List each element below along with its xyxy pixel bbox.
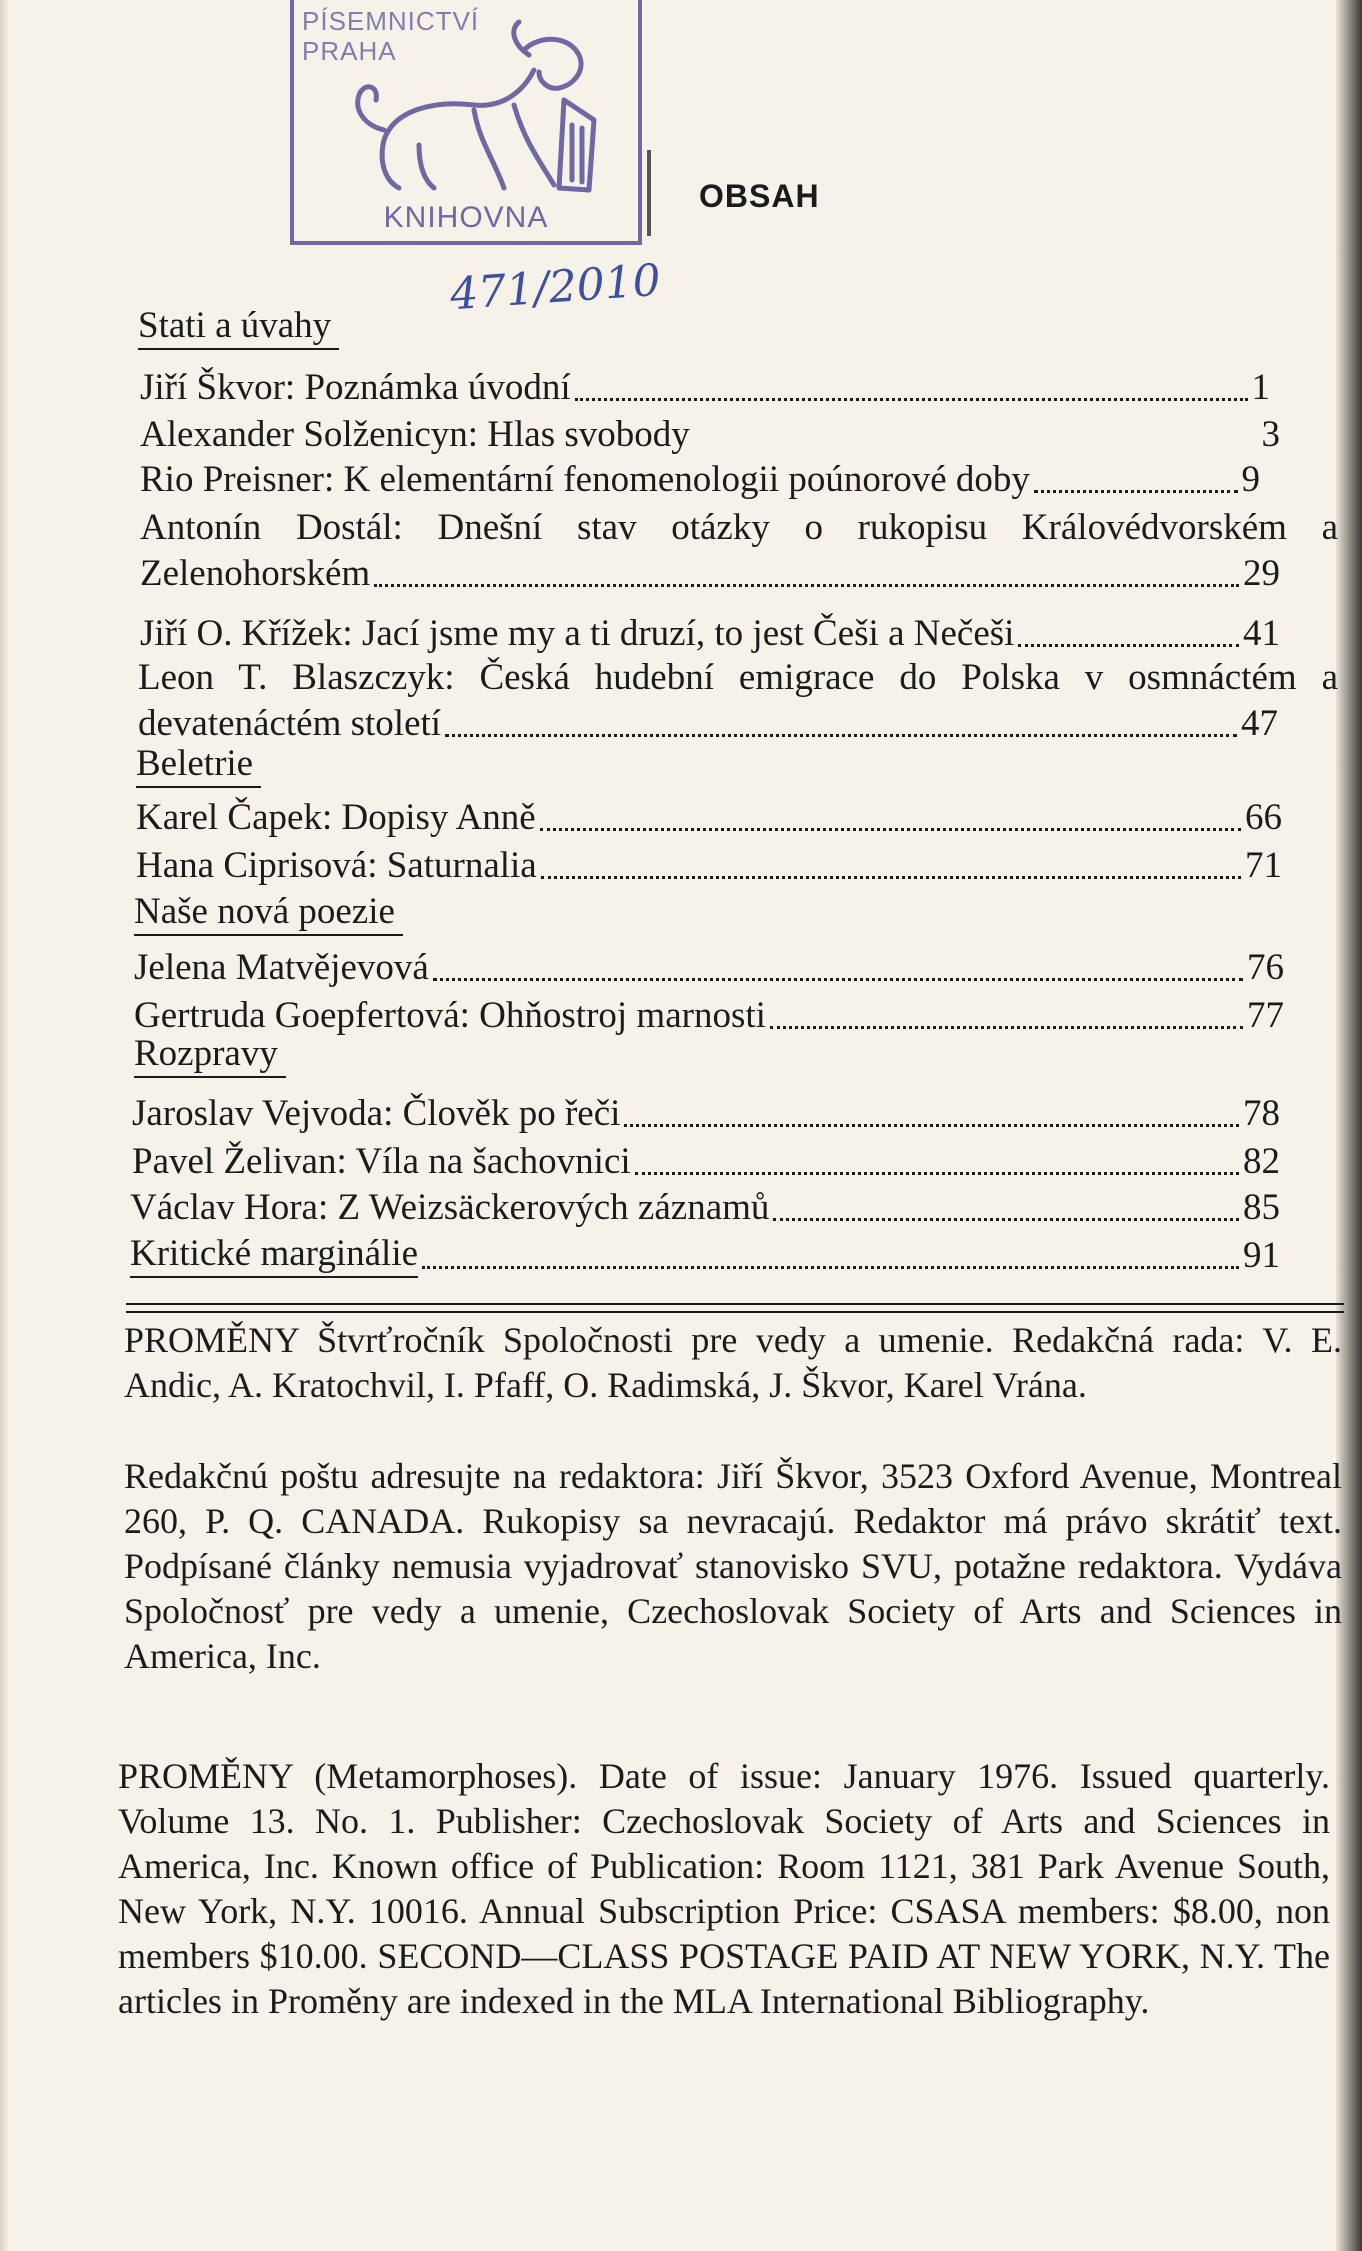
toc-entry-title: Hana Ciprisová: Saturnalia xyxy=(136,845,537,886)
leader-dots xyxy=(635,1172,1239,1175)
toc-entry[interactable] xyxy=(140,413,1280,457)
toc-entry-page: 29 xyxy=(1243,553,1280,594)
toc-entry-page: 71 xyxy=(1245,845,1282,886)
handwritten-accession-number: 471/2010 xyxy=(448,254,663,321)
lion-emblem-icon xyxy=(324,10,624,210)
toc-entry[interactable] xyxy=(132,1092,1280,1136)
toc-entry-title-line1[interactable]: Leon T. Blaszczyk: Česká hudební emigrace do Polska v osmnáctém a xyxy=(138,657,1338,698)
library-stamp xyxy=(290,0,642,245)
toc-entry-title-line2: devatenáctém století xyxy=(138,703,442,744)
toc-entry[interactable] xyxy=(136,844,1282,888)
toc-entry-title: Jelena Matvějevová xyxy=(134,947,429,988)
section-heading-stati: Stati a úvahy xyxy=(138,304,339,350)
toc-entry-title: Pavel Želivan: Víla na šachovnici xyxy=(132,1141,631,1182)
toc-entry-page: 82 xyxy=(1243,1141,1280,1182)
toc-entry-title: Václav Hora: Z Weizsäckerových záznamů xyxy=(130,1187,770,1228)
leader-dots xyxy=(540,828,1241,831)
divider-rule xyxy=(126,1303,1344,1305)
imprint-editorial-board: PROMĚNY Štvrťročník Spoločnosti pre vedy a umenie. Redakčná rada: V. E. Andic, A. Kratochvil, I. Pfaff, O. Radimská, J. Škvor, Karel Vrána. xyxy=(124,1320,1342,1405)
section-heading-poezie: Naše nová poezie xyxy=(134,890,403,936)
toc-entry[interactable] xyxy=(130,1186,1280,1230)
toc-entry-page: 77 xyxy=(1247,995,1284,1036)
leader-dots xyxy=(770,1026,1243,1029)
toc-entry-title-line2: Zelenohorském xyxy=(140,553,371,594)
toc-entry-page: 91 xyxy=(1243,1235,1280,1276)
toc-entry-title: Karel Čapek: Dopisy Anně xyxy=(136,797,536,838)
leader-dots xyxy=(541,876,1241,879)
toc-entry-title: Jiří O. Křížek: Jací jsme my a ti druzí, to jest Češi a Nečeši xyxy=(140,613,1015,654)
toc-entry-title: Rio Preisner: K elementární fenomenologii poúnorové doby xyxy=(140,459,1030,500)
toc-entry[interactable] xyxy=(140,458,1260,502)
toc-entry-title: Alexander Solženicyn: Hlas svobody xyxy=(140,414,690,455)
toc-entry[interactable] xyxy=(140,366,1270,410)
toc-entry-page: 66 xyxy=(1245,797,1282,838)
toc-entry-title: Jiří Škvor: Poznámka úvodní xyxy=(140,367,571,408)
leader-dots xyxy=(374,584,1239,587)
toc-entry-title: Jaroslav Vejvoda: Člověk po řeči xyxy=(132,1093,621,1134)
imprint-editorial-address: Redakčnú poštu adresujte na redaktora: Jiří Škvor, 3523 Oxford Avenue, Montreal 260, P. Q. CANADA. Rukopisy sa nevracajú. Redaktor má právo skrátiť text. Podpísané články nemusia vyjadrovať stanovisko SVU, potažne redaktora. Vydáva Spoločnosť pre vedy a umenie, Czechoslovak Society of Arts and Sciences in America, Inc. xyxy=(124,1456,1342,1676)
toc-entry[interactable] xyxy=(134,946,1284,990)
toc-entry[interactable] xyxy=(136,796,1282,840)
toc-entry-page: 9 xyxy=(1241,459,1260,500)
toc-entry-page: 1 xyxy=(1251,367,1270,408)
leader-dots xyxy=(445,734,1237,737)
toc-entry-page: 76 xyxy=(1247,947,1284,988)
toc-entry[interactable] xyxy=(140,612,1280,656)
leader-dots xyxy=(422,1266,1239,1269)
toc-entry-title: Gertruda Goepfertová: Ohňostroj marnosti xyxy=(134,995,766,1036)
toc-entry-kriticke[interactable] xyxy=(130,1232,1280,1278)
section-heading-rozpravy: Rozpravy xyxy=(134,1032,286,1078)
leader-dots xyxy=(575,398,1248,401)
toc-entry-page: 78 xyxy=(1243,1093,1280,1134)
stamp-bottom-text: KNIHOVNA xyxy=(383,201,549,234)
toc-entry[interactable] xyxy=(134,994,1284,1038)
stamp-top-text: PÍSEMNICTVÍ PRAHA xyxy=(302,6,480,66)
toc-entry-title-line1[interactable]: Antonín Dostál: Dnešní stav otázky o rukopisu Královédvorském a xyxy=(140,507,1338,548)
page-title: OBSAH xyxy=(699,178,820,214)
section-heading-kriticke: Kritické marginálie xyxy=(130,1232,418,1278)
toc-entry-page: 85 xyxy=(1243,1187,1280,1228)
section-heading-beletrie: Beletrie xyxy=(136,742,261,788)
leader-dots xyxy=(773,1218,1239,1221)
toc-entry[interactable] xyxy=(138,702,1278,746)
divider-rule xyxy=(126,1311,1344,1313)
leader-dots xyxy=(433,978,1243,981)
stamp-edge-mark xyxy=(647,150,651,236)
toc-entry-page: 41 xyxy=(1243,613,1280,654)
toc-entry-page: 47 xyxy=(1241,703,1278,744)
imprint-publication-info: PROMĚNY (Metamorphoses). Date of issue: January 1976. Issued quarterly. Volume 13. No. 1. Publisher: Czechoslovak Society of Arts and Sciences in America, Inc. Known office of Publication: Room 1121, 381 Park Avenue South, New York, N.Y. 10016. Annual Subscription Price: CSASA members: $8.00, non members $10.00. SECOND—CLASS POSTAGE PAID AT NEW YORK, N.Y. The articles in Proměny are indexed in the MLA International Bibliography. xyxy=(118,1756,1330,2021)
leader-dots xyxy=(1018,644,1239,647)
page-right-edge xyxy=(1336,0,1362,2251)
toc-entry[interactable] xyxy=(140,552,1280,596)
leader-dots xyxy=(1034,490,1238,493)
page-left-edge xyxy=(0,0,10,2251)
toc-entry[interactable] xyxy=(132,1140,1280,1184)
leader-dots xyxy=(624,1124,1239,1127)
toc-entry-page: 3 xyxy=(1261,414,1280,455)
